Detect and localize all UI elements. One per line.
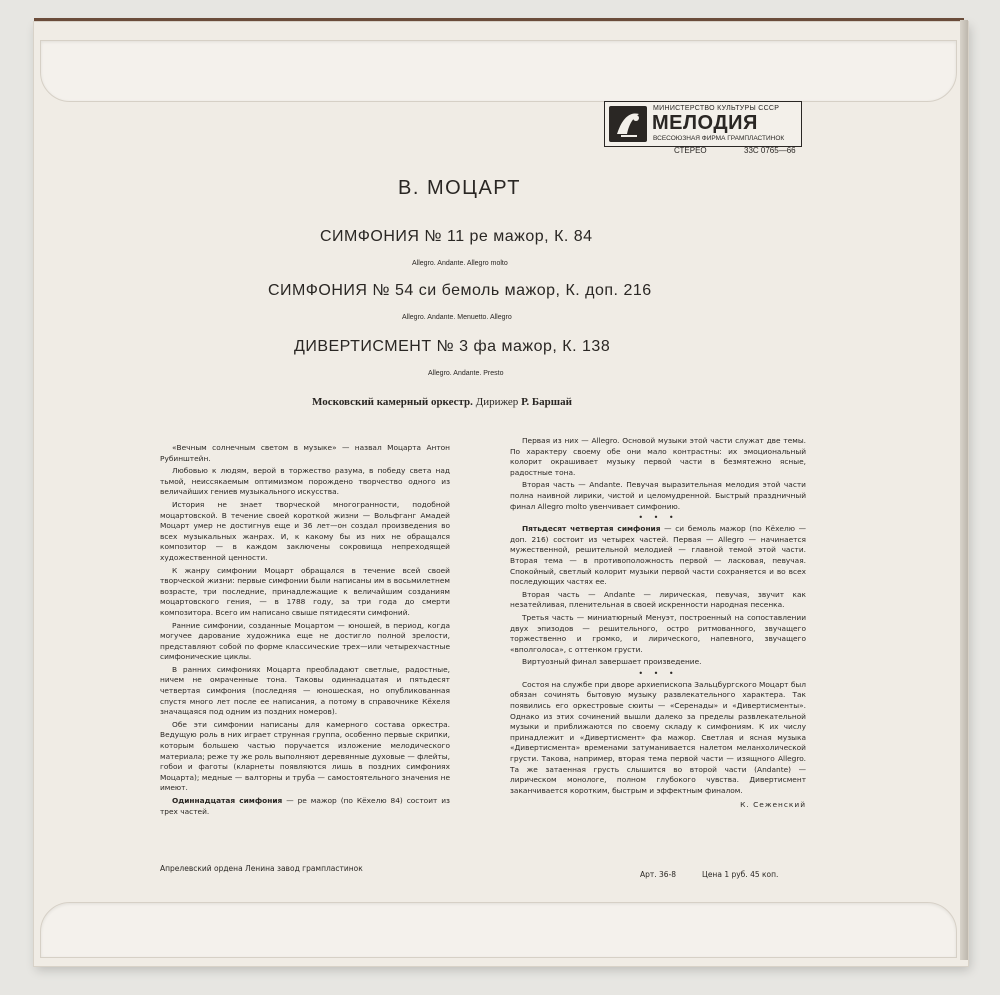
- performers-line: [312, 396, 572, 408]
- article-number: Арт. 36-8: [640, 870, 677, 879]
- notes-paragraph: К жанру симфонии Моцарт обращался в течение всей своей творческой жизни: первые симфонии были написаны им в восьмилетнем возрасте, три последние, принадлежащие к величайшим созданиям моцартовского гения, — в 1788 году, за три года до смерти композитора. Всего им написано свыше пятидесяти симфоний.: [160, 565, 450, 617]
- notes-text: — ре мажор (по Кёхелю 84) состоит из трех частей.: [160, 796, 450, 816]
- work-title-3: ДИВЕРТИСМЕНТ № 3 фа мажор, К. 138: [294, 338, 611, 355]
- notes-paragraph: Первая из них — Allegro. Основой музыки этой части служат две темы. По характеру своему обе они мало контрастны: их эмоциональный колорит окрашивает музыку первой части в безмятежно ясные, радостные тона.: [510, 436, 806, 477]
- logo-firm: ВСЕСОЮЗНАЯ ФИРМА ГРАМПЛАСТИНОК: [653, 135, 785, 142]
- work-title-2: СИМФОНИЯ № 54 си бемоль мажор, К. доп. 216: [268, 282, 652, 299]
- logo-brand-name: МЕЛОДИЯ: [652, 112, 758, 134]
- melodiya-logo: [604, 101, 802, 147]
- notes-paragraph: В ранних симфониях Моцарта преобладают светлые, радостные, ничем не омраченные тона. Таковы одиннадцатая и пятьдесят четвертая симфония (последняя — юношеская, но опубликованная спустя много лет после ее написания, а потому в справочнике Кёхеля значащаяся под одним из поздних номеров).: [160, 664, 450, 717]
- notes-paragraph: [160, 796, 450, 817]
- notes-paragraph: Вторая часть — Andante — лирическая, певучая, звучит как незатейливая, пленительная в своей искренности народная песенка.: [510, 589, 806, 610]
- section-separator: • • •: [638, 513, 678, 523]
- notes-paragraph: Любовью к людям, верой в торжество разума, в победу света над тьмой, неиссякаемым оптимизмом порождено творчество одного из величайших гениев музыкального искусства.: [160, 466, 450, 497]
- stereo-label: СТЕРЕО: [674, 146, 707, 155]
- conductor-name: Р. Баршай: [521, 396, 572, 408]
- logo-ministry: МИНИСТЕРСТВО КУЛЬТУРЫ СССР: [653, 105, 780, 112]
- manufacturer-plant: Апрелевский ордена Ленина завод грампластинок: [160, 864, 363, 873]
- melodiya-emblem-icon: [609, 106, 647, 142]
- notes-paragraph: «Вечным солнечным светом в музыке» — назвал Моцарта Антон Рубинштейн.: [160, 443, 450, 463]
- work-movements-2: Allegro. Andante. Menuetto. Allegro: [402, 314, 512, 321]
- notes-lead: Пятьдесят четвертая симфония: [522, 524, 661, 534]
- catalog-number: 33С 0765—66: [744, 146, 796, 155]
- notes-paragraph: Вторая часть — Andante. Певучая выразительная мелодия этой части полна наивной лирики, чистой и целомудренной. Быстрый праздничный финал Allegro molto увенчивает симфонию.: [510, 480, 806, 511]
- liner-notes-left-column: [160, 443, 450, 819]
- notes-paragraph: История не знает творческой многогранности, подобной моцартовской. В течение своей короткой жизни — Вольфганг Амадей Моцарт умер не достигнув еще и 36 лет—он создал произведения во всех музыкальных жанрах. И, к какому бы из них не обращался композитор — в каждом заключены сокровища непреходящей художественной ценности.: [160, 499, 450, 562]
- author-signature: К. Сеженский: [740, 800, 806, 810]
- notes-paragraph: Третья часть — миниатюрный Менуэт, построенный на сопоставлении двух эпизодов — решительного, остро ритмованного, звучащего торжественно и громко, и лирического, напевного, звучащего «вполголоса», с оттенком грусти.: [510, 612, 806, 654]
- sleeve-bottom-flap: [40, 902, 957, 958]
- notes-text: — си бемоль мажор (по Кёхелю — доп. 216) состоит из четырех частей. Первая — Allegro — начинается мужественной, решительной мелодией — главной темой этой части. Вторая тема — в противоположность первой — ласковая, певучая. Спокойный, светлый колорит музыки первой части сохраняется и во всех последующих частях ее.: [510, 524, 806, 587]
- work-movements-3: Allegro. Andante. Presto: [428, 370, 504, 377]
- notes-paragraph: [510, 524, 806, 588]
- work-title-1: СИМФОНИЯ № 11 ре мажор, К. 84: [320, 228, 593, 245]
- ensemble-name: Московский камерный оркестр.: [312, 396, 473, 408]
- notes-paragraph: Ранние симфонии, созданные Моцартом — юношей, в период, когда могучее дарование художника еще не достигло полной зрелости, представляют собой по форме классические трех—или четырехчастные симфонические циклы.: [160, 620, 450, 662]
- section-separator: • • •: [638, 668, 678, 678]
- price: Цена 1 руб. 45 коп.: [702, 870, 779, 879]
- notes-lead: Одиннадцатая симфония: [172, 796, 283, 805]
- work-movements-1: Allegro. Andante. Allegro molto: [412, 260, 508, 267]
- sleeve-top-flap: [40, 40, 957, 102]
- notes-paragraph: Виртуозный финал завершает произведение.: [522, 657, 702, 667]
- conductor-role: Дирижер: [475, 396, 519, 408]
- notes-paragraph: Состоя на службе при дворе архиепископа Зальцбургского Моцарт был обязан сочинять бытовую музыку развлекательного характера. Так появились его оркестровые сюиты — «Серенады» и «Дивертисменты». Однако из этих сочинений вышли далеко за пределы развлекательной музыки и приближаются по своему складу к симфониям. К их числу принадлежит и «Дивертисмент» фа мажор. Светлая и ясная музыка «Дивертисмента» временами затуманивается налетом меланхолической грусти. Такова, например, вторая тема первой части — изящного Allegro. Та же затаенная грусть слышится во второй части (Andante) — лирическом монологе, полном глубокого чувства. Дивертисмент заканчивается коротким, быстрым и эффектным финалом.: [510, 679, 806, 795]
- composer-name: В. МОЦАРТ: [398, 177, 521, 199]
- liner-notes-right-column: [510, 436, 806, 811]
- notes-paragraph: Обе эти симфонии написаны для камерного состава оркестра. Ведущую роль в них играет струнная группа, особенно первые скрипки, которым большею частью поручается изложение мелодического материала; реже ту же роль выполняют деревянные духовые — флейты, гобои и фаготы (кларнеты появляются лишь в поздних симфониях Моцарта); медные — валторны и труба — самостоятельного значения не имеют.: [160, 719, 450, 793]
- sleeve-right-edge: [960, 20, 968, 960]
